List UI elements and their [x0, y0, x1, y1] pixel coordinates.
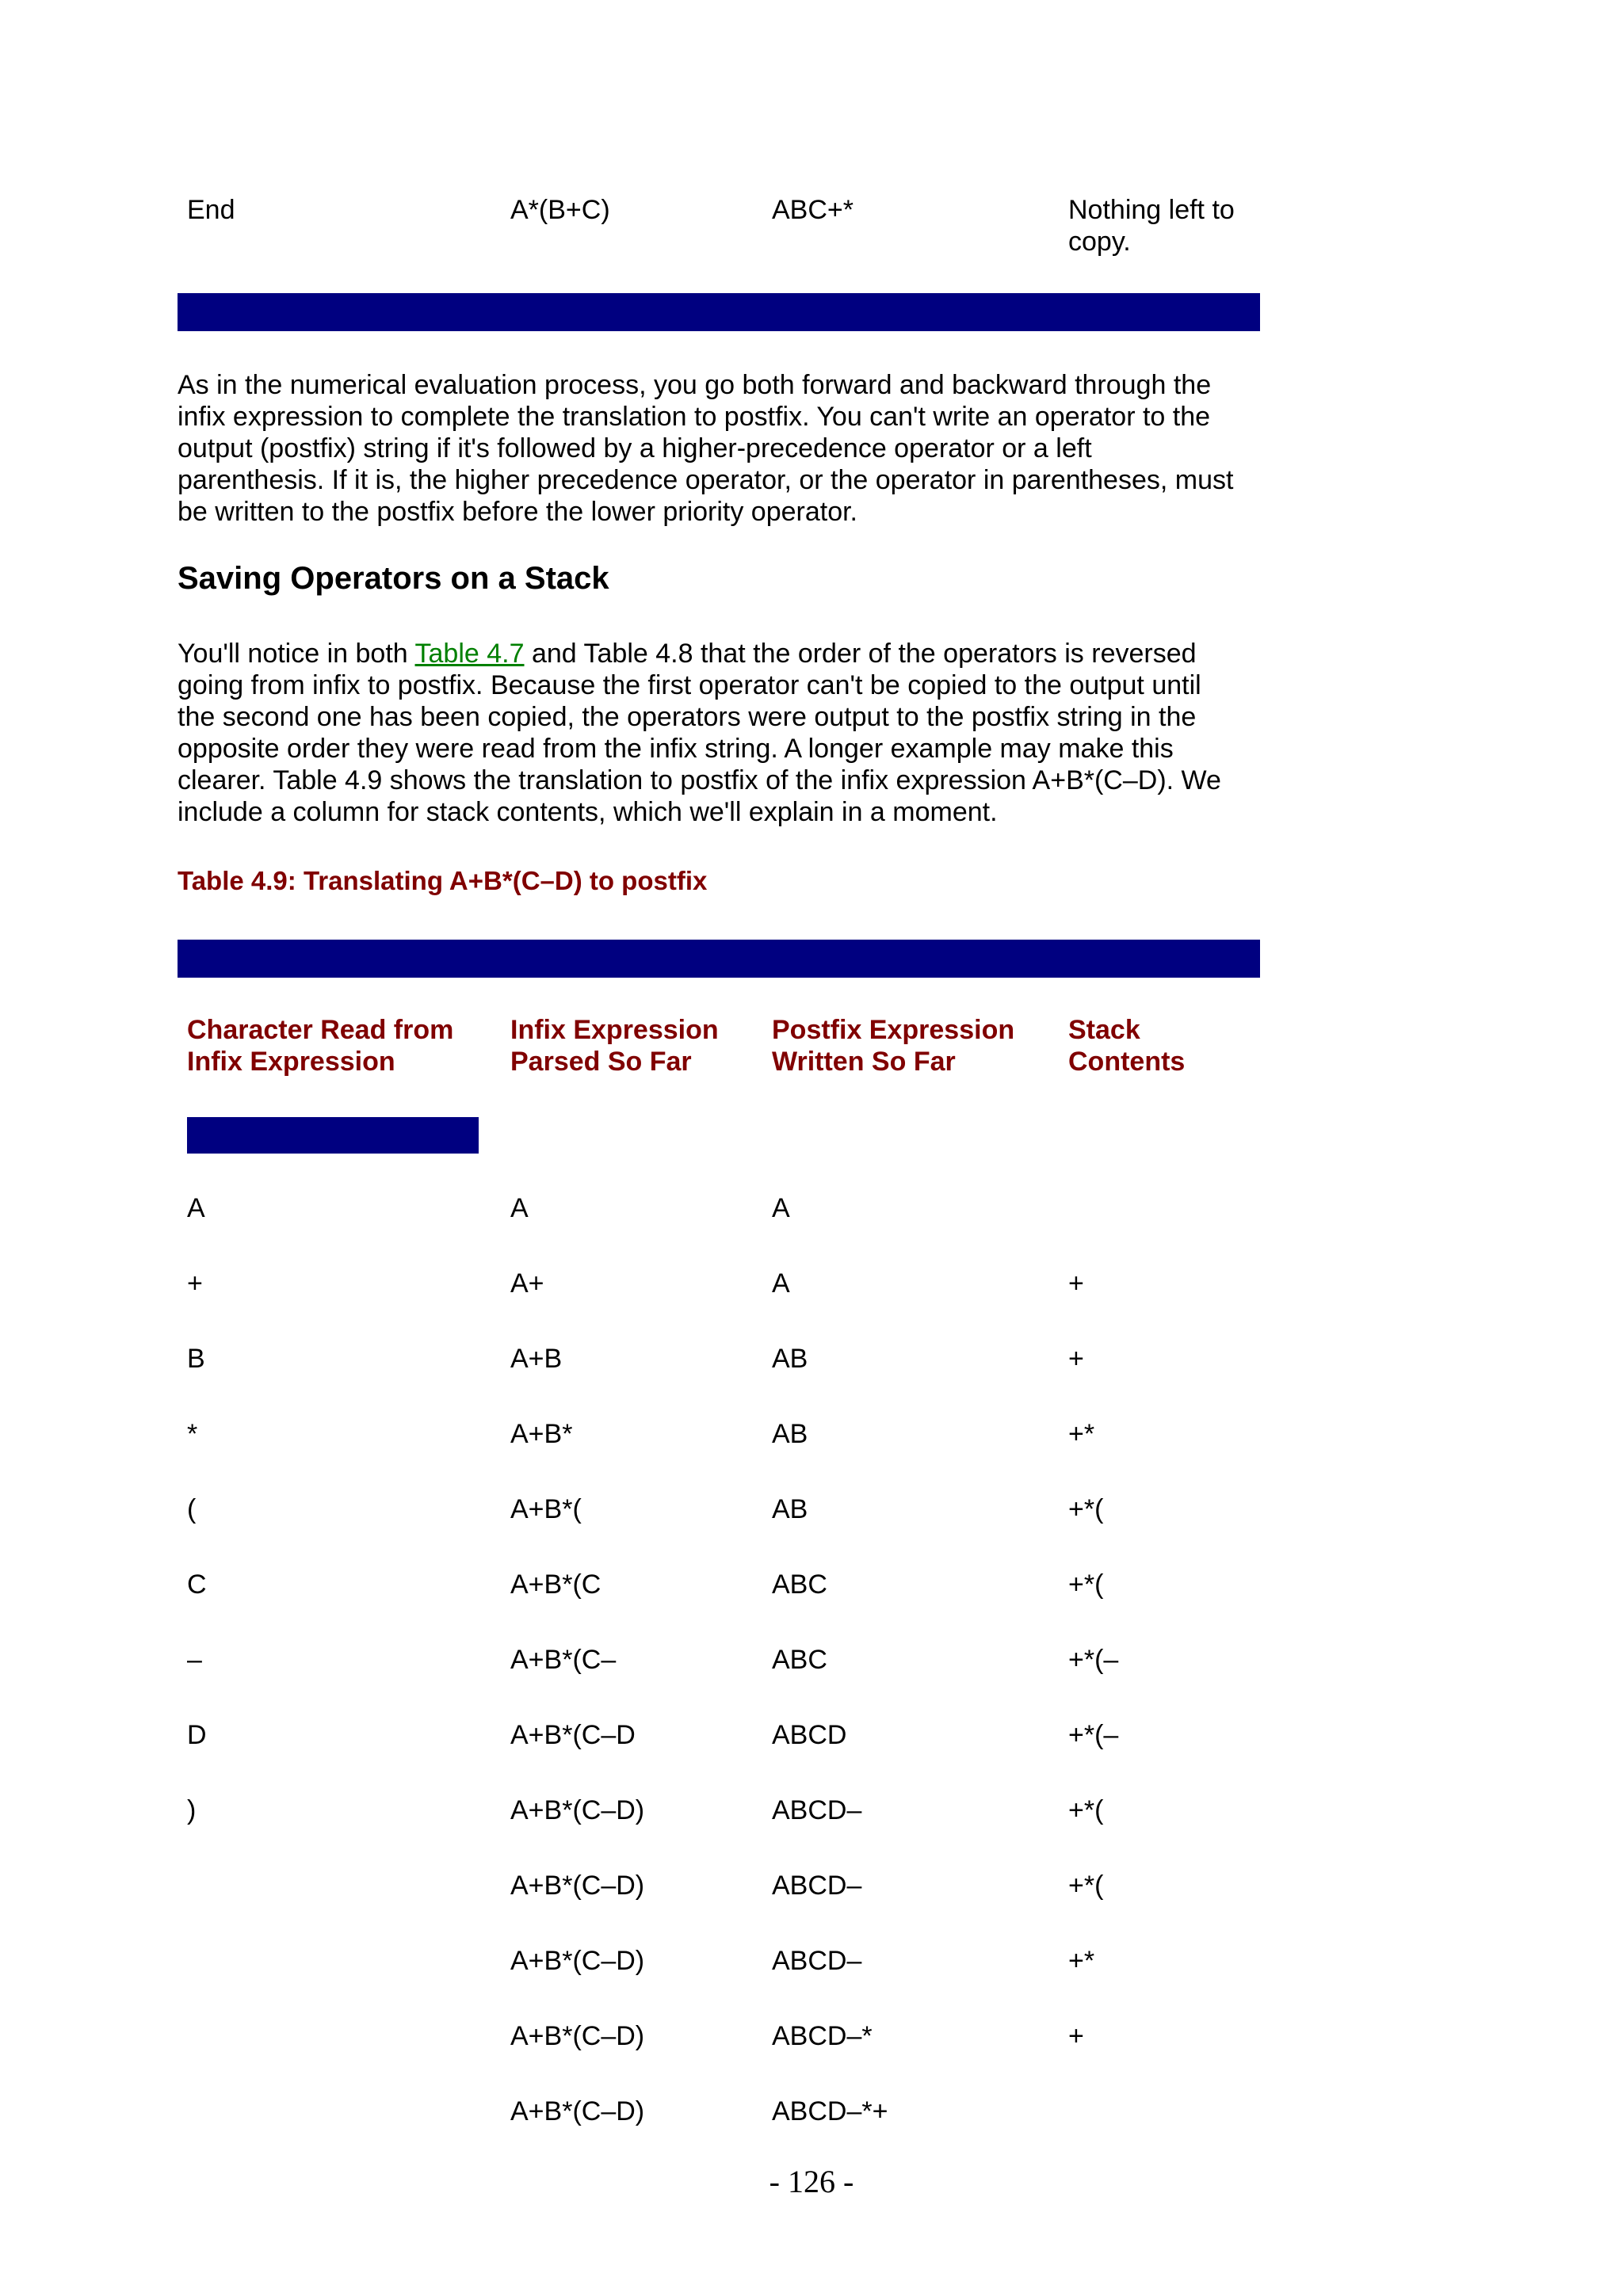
table-cell-postfix: ABC — [772, 1645, 827, 1675]
table-cell-stack: +*( — [1068, 1795, 1104, 1825]
paragraph-2-line: the second one has been copied, the operators were output to the postfix string in the — [178, 702, 1197, 732]
table-cell-stack: +*( — [1068, 1871, 1104, 1901]
paragraph-2-line: clearer. Table 4.9 shows the translation to postfix of the infix expression A+B*(C–D). We — [178, 765, 1221, 795]
paragraph-2-text: and Table 4.8 that the order of the operators is reversed — [524, 639, 1197, 669]
paragraph-1-line: be written to the postfix before the lower priority operator. — [178, 497, 858, 527]
table-cell-infix: A+B*( — [510, 1494, 582, 1524]
table-caption: Table 4.9: Translating A+B*(C–D) to postfix — [178, 866, 708, 895]
table-cell-char: D — [187, 1720, 207, 1750]
table-cell-char: C — [187, 1569, 207, 1600]
table-cell-stack: + — [1068, 1268, 1084, 1299]
table-4-7-link[interactable]: Table 4.7 — [414, 639, 525, 669]
table-cell-infix: A+B — [510, 1344, 563, 1374]
header-text: Infix Expression — [187, 1047, 395, 1077]
paragraph-1 — [178, 369, 1271, 528]
header-text: Written So Far — [772, 1047, 956, 1077]
table-cell-char: * — [187, 1419, 198, 1449]
table-top-bar — [178, 940, 1260, 978]
top-row-comment-line1: Nothing left to — [1068, 195, 1235, 225]
page-number: - 126 - — [769, 2164, 854, 2199]
paragraph-1-line: parenthesis. If it is, the higher precedence operator, or the operator in parentheses, must — [178, 465, 1234, 495]
table-cell-infix: A+ — [510, 1268, 544, 1299]
paragraph-2-line: include a column for stack contents, which we'll explain in a moment. — [178, 797, 998, 827]
header-stack-contents — [1068, 1014, 1185, 1077]
top-row-char: End — [187, 195, 235, 225]
table-cell-stack: + — [1068, 1344, 1084, 1374]
table-cell-char: ) — [187, 1795, 197, 1825]
header-underline-bar — [187, 1117, 479, 1154]
header-text: Postfix Expression — [772, 1015, 1015, 1045]
paragraph-2 — [178, 638, 1271, 828]
table-cell-postfix: ABCD–*+ — [772, 2096, 888, 2126]
table-cell-char: + — [187, 1268, 203, 1299]
table-cell-postfix: ABCD– — [772, 1795, 862, 1825]
table-cell-postfix: A — [772, 1193, 790, 1223]
table-cell-infix: A+B*(C– — [510, 1645, 617, 1675]
header-text: Character Read from — [187, 1015, 454, 1045]
table-cell-infix: A+B*(C–D) — [510, 1795, 645, 1825]
header-text: Infix Expression — [510, 1015, 719, 1045]
table-divider-bar — [178, 293, 1260, 331]
header-infix-parsed — [510, 1014, 719, 1077]
table-cell-infix: A+B*(C–D) — [510, 2096, 645, 2126]
header-char-read — [187, 1014, 453, 1077]
table-cell-postfix: ABCD–* — [772, 2021, 873, 2051]
top-row-comment-line2: copy. — [1068, 227, 1131, 257]
table-cell-infix: A+B*(C–D) — [510, 1946, 645, 1976]
paragraph-2-line: going from infix to postfix. Because the first operator can't be copied to the output until — [178, 670, 1201, 700]
header-postfix-written — [772, 1014, 1014, 1077]
paragraph-2-line — [178, 638, 1271, 669]
table-cell-char: ( — [187, 1494, 197, 1524]
table-cell-infix: A+B*(C–D — [510, 1720, 636, 1750]
table-cell-postfix: ABCD– — [772, 1871, 862, 1901]
table-cell-postfix: AB — [772, 1419, 808, 1449]
paragraph-1-line: output (postfix) string if it's followed by a higher-precedence operator or a left — [178, 433, 1092, 463]
table-cell-postfix: ABCD — [772, 1720, 847, 1750]
header-text: Contents — [1068, 1047, 1186, 1077]
table-cell-char: – — [187, 1645, 202, 1675]
paragraph-2-line: opposite order they were read from the infix string. A longer example may make this — [178, 734, 1174, 764]
table-cell-postfix: A — [772, 1268, 790, 1299]
table-cell-postfix: ABC — [772, 1569, 827, 1600]
table-cell-char: A — [187, 1193, 205, 1223]
top-row-postfix: ABC+* — [772, 195, 854, 225]
table-cell-stack: +*(– — [1068, 1720, 1119, 1750]
table-cell-infix: A — [510, 1193, 529, 1223]
table-cell-stack: + — [1068, 2021, 1084, 2051]
header-text: Parsed So Far — [510, 1047, 692, 1077]
table-cell-stack: +*(– — [1068, 1645, 1119, 1675]
table-cell-stack: +*( — [1068, 1569, 1104, 1600]
table-cell-postfix: AB — [772, 1494, 808, 1524]
paragraph-1-line: As in the numerical evaluation process, you go both forward and backward through the — [178, 370, 1212, 400]
section-heading: Saving Operators on a Stack — [178, 561, 609, 596]
table-cell-stack: +* — [1068, 1419, 1095, 1449]
top-row-infix: A*(B+C) — [510, 195, 610, 225]
table-cell-stack: +* — [1068, 1946, 1095, 1976]
table-cell-char: B — [187, 1344, 205, 1374]
table-cell-postfix: AB — [772, 1344, 808, 1374]
table-cell-infix: A+B*(C–D) — [510, 1871, 645, 1901]
table-cell-infix: A+B*(C — [510, 1569, 601, 1600]
header-text: Stack — [1068, 1015, 1140, 1045]
table-cell-postfix: ABCD– — [772, 1946, 862, 1976]
table-cell-infix: A+B* — [510, 1419, 573, 1449]
table-cell-infix: A+B*(C–D) — [510, 2021, 645, 2051]
paragraph-2-text: You'll notice in both — [178, 639, 415, 669]
paragraph-1-line: infix expression to complete the translation to postfix. You can't write an operator to the — [178, 402, 1211, 432]
table-cell-stack: +*( — [1068, 1494, 1104, 1524]
